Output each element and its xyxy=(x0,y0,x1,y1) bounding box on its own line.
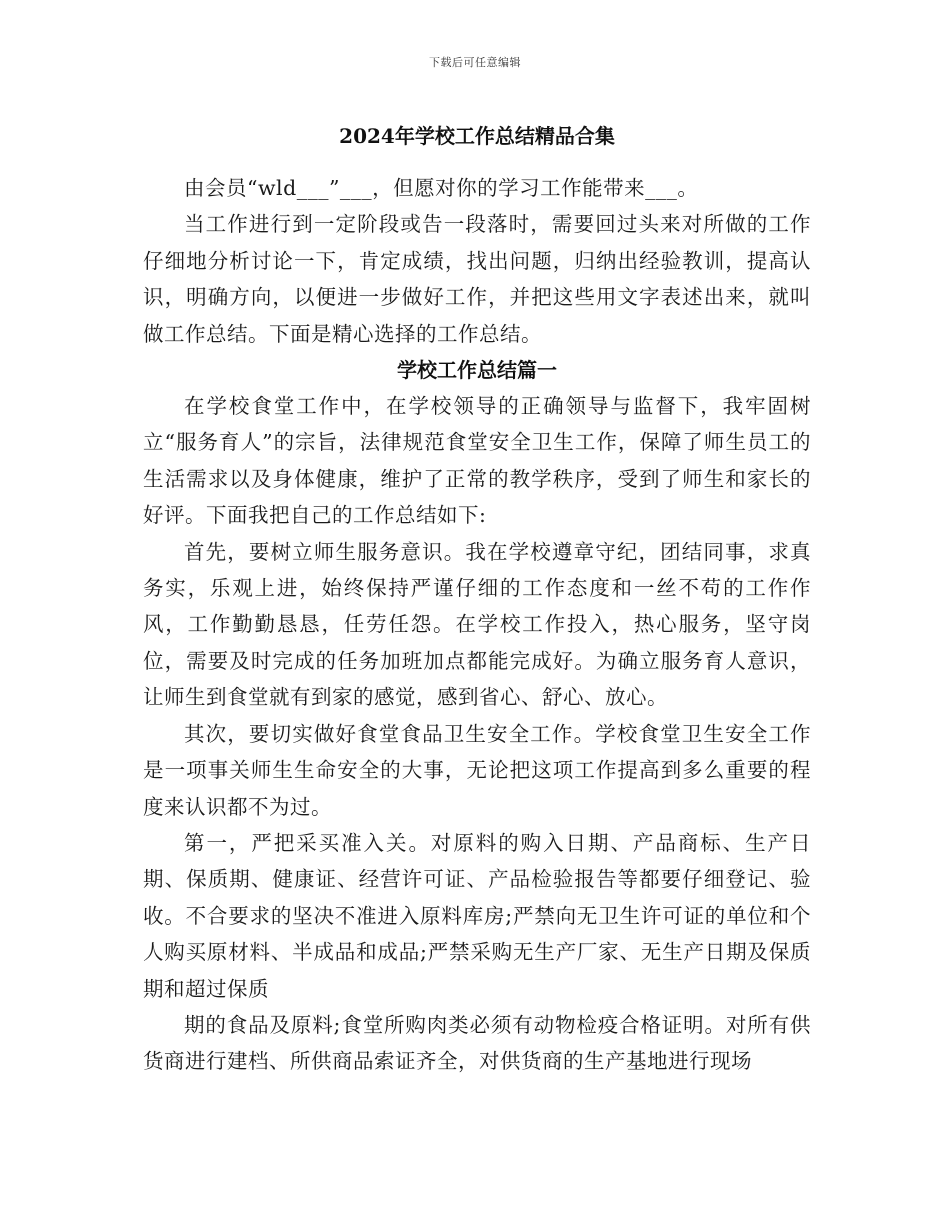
section-paragraph: 期的食品及原料;食堂所购肉类必须有动物检疫合格证明。对所有供货商进行建档、所供商品索证齐全，对供货商的生产基地进行现场 xyxy=(143,1012,811,1074)
intro-paragraph: 当工作进行到一定阶段或告一段落时，需要回过头来对所做的工作仔细地分析讨论一下，肯定成绩，找出问题，归纳出经验教训，提高认识，明确方向，以便进一步做好工作，并把这些用文字表述出来，就叫做工作总结。下面是精心选择的工作总结。 xyxy=(143,212,811,346)
section-paragraph: 在学校食堂工作中，在学校领导的正确领导与监督下，我牢固树立“服务育人”的宗旨，法律规范食堂安全卫生工作，保障了师生员工的生活需求以及身体健康，维护了正常的教学秩序，受到了师生和家长的好评。下面我把自己的工作总结如下: xyxy=(143,394,811,528)
document-body xyxy=(143,118,811,1080)
header-note: 下载后可任意编辑 xyxy=(429,56,521,69)
section-title: 学校工作总结篇一 xyxy=(397,358,557,383)
intro-paragraph: 由会员“wld___”___，但愿对你的学习工作能带来___。 xyxy=(184,176,699,200)
section-paragraph: 第一，严把采买准入关。对原料的购入日期、产品商标、生产日期、保质期、健康证、经营许可证、产品检验报告等都要仔细登记、验收。不合要求的坚决不准进入原料库房;严禁向无卫生许可证的单位和个人购买原材料、半成品和成品;严禁采购无生产厂家、无生产日期及保质期和超过保质 xyxy=(143,830,811,1001)
document-title: 2024年学校工作总结精品合集 xyxy=(339,124,615,148)
section-paragraph: 其次，要切实做好食堂食品卫生安全工作。学校食堂卫生安全工作是一项事关师生生命安全的大事，无论把这项工作提高到多么重要的程度来认识都不为过。 xyxy=(143,721,811,819)
section-paragraph: 首先，要树立师生服务意识。我在学校遵章守纪，团结同事，求真务实，乐观上进，始终保持严谨仔细的工作态度和一丝不苟的工作作风，工作勤勤恳恳，任劳任怨。在学校工作投入，热心服务，坚守岗位，需要及时完成的任务加班加点都能完成好。为确立服务育人意识，让师生到食堂就有到家的感觉，感到省心、舒心、放心。 xyxy=(143,539,811,710)
